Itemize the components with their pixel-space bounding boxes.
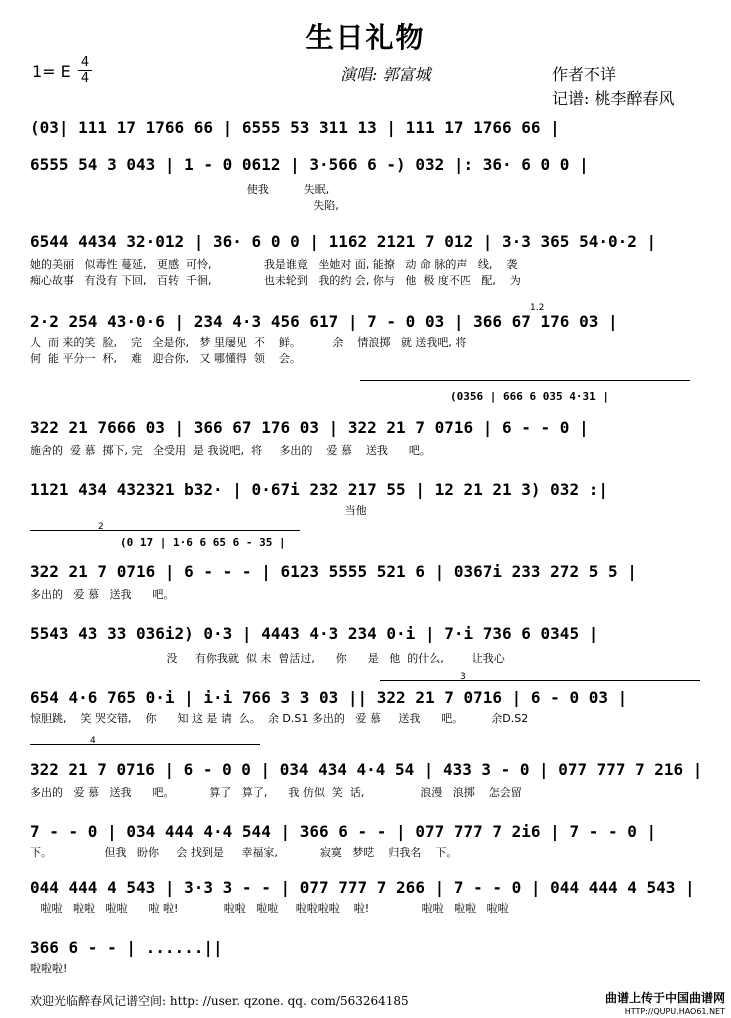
volta-label-2: 2 (98, 522, 104, 532)
notation-line: 322 21 7666 03 | 366 67 176 03 | 322 21 7 0716 | 6 - - 0 | (30, 418, 589, 437)
lyric-line: 她的美丽 似毒性 蔓延, 更感 可怜, 我是谁竟 坐她对 面, 能撩 动 命 脉的声 线, 袭 (30, 258, 518, 271)
meter-top: 4 (80, 55, 90, 70)
lyric-line: 下。 但我 盼你 会 找到是 幸福家, 寂寞 梦呓 归我名 下。 (30, 846, 458, 859)
notation-row (30, 232, 702, 258)
volta-label-1-2: 1.2 (530, 303, 545, 313)
lyric-line: 啦啦啦! (30, 962, 68, 975)
footer-link-text: 欢迎光临醉春风记谱空间: http: //user. qzone. qq. com/563264185 (30, 994, 409, 1008)
notation-line: 366 6 - - | ......|| (30, 938, 223, 957)
singer-credit: 演唱: 郭富城 (340, 65, 431, 84)
notation-row (30, 822, 702, 848)
grace-line-1: (0356 | 666 6 035 4·31 | (450, 390, 609, 403)
lyric-line: 多出的 爱 慕 送我 吧。 算了 算了, 我 仿似 笑 话, 浪漫 浪掷 怎会留 (30, 786, 522, 799)
notation-line: 654 4·6 765 0·i | i·i 766 3 3 03 || 322 21 7 0716 | 6 - 0 03 | (30, 688, 628, 707)
notation-row (30, 118, 702, 144)
notation-row (30, 878, 702, 904)
notation-line: 322 21 7 0716 | 6 - - - | 6123 5555 521 6 | 0367i 233 272 5 5 | (30, 562, 637, 581)
notation-row (30, 562, 702, 588)
notation-line: 2·2 254 43·0·6 | 234 4·3 456 617 | 7 - 0 03 | 366 67 176 03 | (30, 312, 618, 331)
notation-row (30, 938, 702, 964)
lyric-line: 使我 失眠, (30, 183, 330, 196)
lyric-line: 多出的 爱 慕 送我 吧。 (30, 588, 175, 601)
notation-line: 044 444 4 543 | 3·3 3 - - | 077 777 7 266 | 7 - - 0 | 044 444 4 543 | (30, 878, 695, 897)
volta-bracket-4 (30, 744, 260, 745)
notation-line: 6544 4434 32·012 | 36· 6 0 0 | 1162 2121 7 012 | 3·3 365 54·0·2 | (30, 232, 657, 251)
lyric-line: 当他 (30, 504, 367, 517)
volta-bracket-1-2 (360, 380, 690, 381)
lyric-line: 惊胆跳, 笑 哭交错, 你 知 这 是 请 么。 余 D.S1 多出的 爱 慕 送我 吧。 余D.S2 (30, 712, 529, 725)
watermark-line-2: HTTP://QUPU.HAO61.NET (624, 1007, 725, 1016)
notation-row (30, 760, 702, 786)
notation-line: (03| 111 17 1766 66 | 6555 53 311 13 | 111 17 1766 66 | (30, 118, 560, 137)
watermark-line-1: 曲谱上传于中国曲谱网 (604, 991, 725, 1005)
notation-row (30, 688, 702, 714)
notation-row (30, 480, 702, 506)
site-watermark (605, 992, 725, 1018)
lyric-line: 何 能 平分一 杯, 难 迎合你, 又 哪懂得 领 会。 (30, 352, 301, 365)
lyric-line: 没 有你我就 似 未 曾活过, 你 是 他 的什么, 让我心 (30, 652, 505, 665)
notation-row (30, 312, 702, 338)
grace-line-2: (0 17 | 1·6 6 65 6 - 35 | (120, 536, 286, 549)
lyric-line: 人 而 来的笑 脸, 完 全是你, 梦 里屡见 不 鲜。 余 情浪掷 就 送我吧, 将 (30, 336, 467, 349)
lyric-line: 啦啦 啦啦 啦啦 啦 啦! 啦啦 啦啦 啦啦啦啦 啦! 啦啦 啦啦 啦啦 (30, 902, 509, 915)
time-signature (78, 56, 92, 85)
notation-row (30, 624, 702, 650)
notation-line: 7 - - 0 | 034 444 4·4 544 | 366 6 - - | 077 777 7 2i6 | 7 - - 0 | (30, 822, 657, 841)
volta-bracket-2 (30, 530, 300, 531)
volta-bracket-3 (380, 680, 700, 681)
lyric-line: 痴心故事 有没有 下回, 百转 千徊, 也未轮到 我的约 会, 你与 他 极 度不匹 配, 为 (30, 274, 521, 287)
volta-label-3: 3 (460, 672, 466, 682)
notation-line: 322 21 7 0716 | 6 - 0 0 | 034 434 4·4 54 | 433 3 - 0 | 077 777 7 216 | (30, 760, 703, 779)
lyric-line: 施舍的 爱 慕 掷下, 完 全受用 是 我说吧, 将 多出的 爱 慕 送我 吧。 (30, 444, 431, 457)
key-signature: 1= E (32, 62, 71, 81)
author-credit: 作者不详 (552, 65, 617, 84)
meter-bottom: 4 (80, 71, 90, 86)
score-title: 生日礼物 (305, 21, 426, 54)
volta-label-4: 4 (90, 736, 96, 746)
transcriber-credit: 记谱: 桃李醉春风 (552, 89, 675, 108)
notation-row (30, 418, 702, 444)
lyric-line: 失陷, (30, 199, 339, 212)
notation-line: 5543 43 33 036i2) 0·3 | 4443 4·3 234 0·i | 7·i 736 6 0345 | (30, 624, 599, 643)
notation-row (30, 155, 702, 181)
notation-line: 6555 54 3 043 | 1 - 0 0612 | 3·566 6 -) 032 |: 36· 6 0 0 | (30, 155, 589, 174)
notation-line: 1121 434 432321 b32· | 0·67i 232 217 55 | 12 21 21 3) 032 :| (30, 480, 608, 499)
